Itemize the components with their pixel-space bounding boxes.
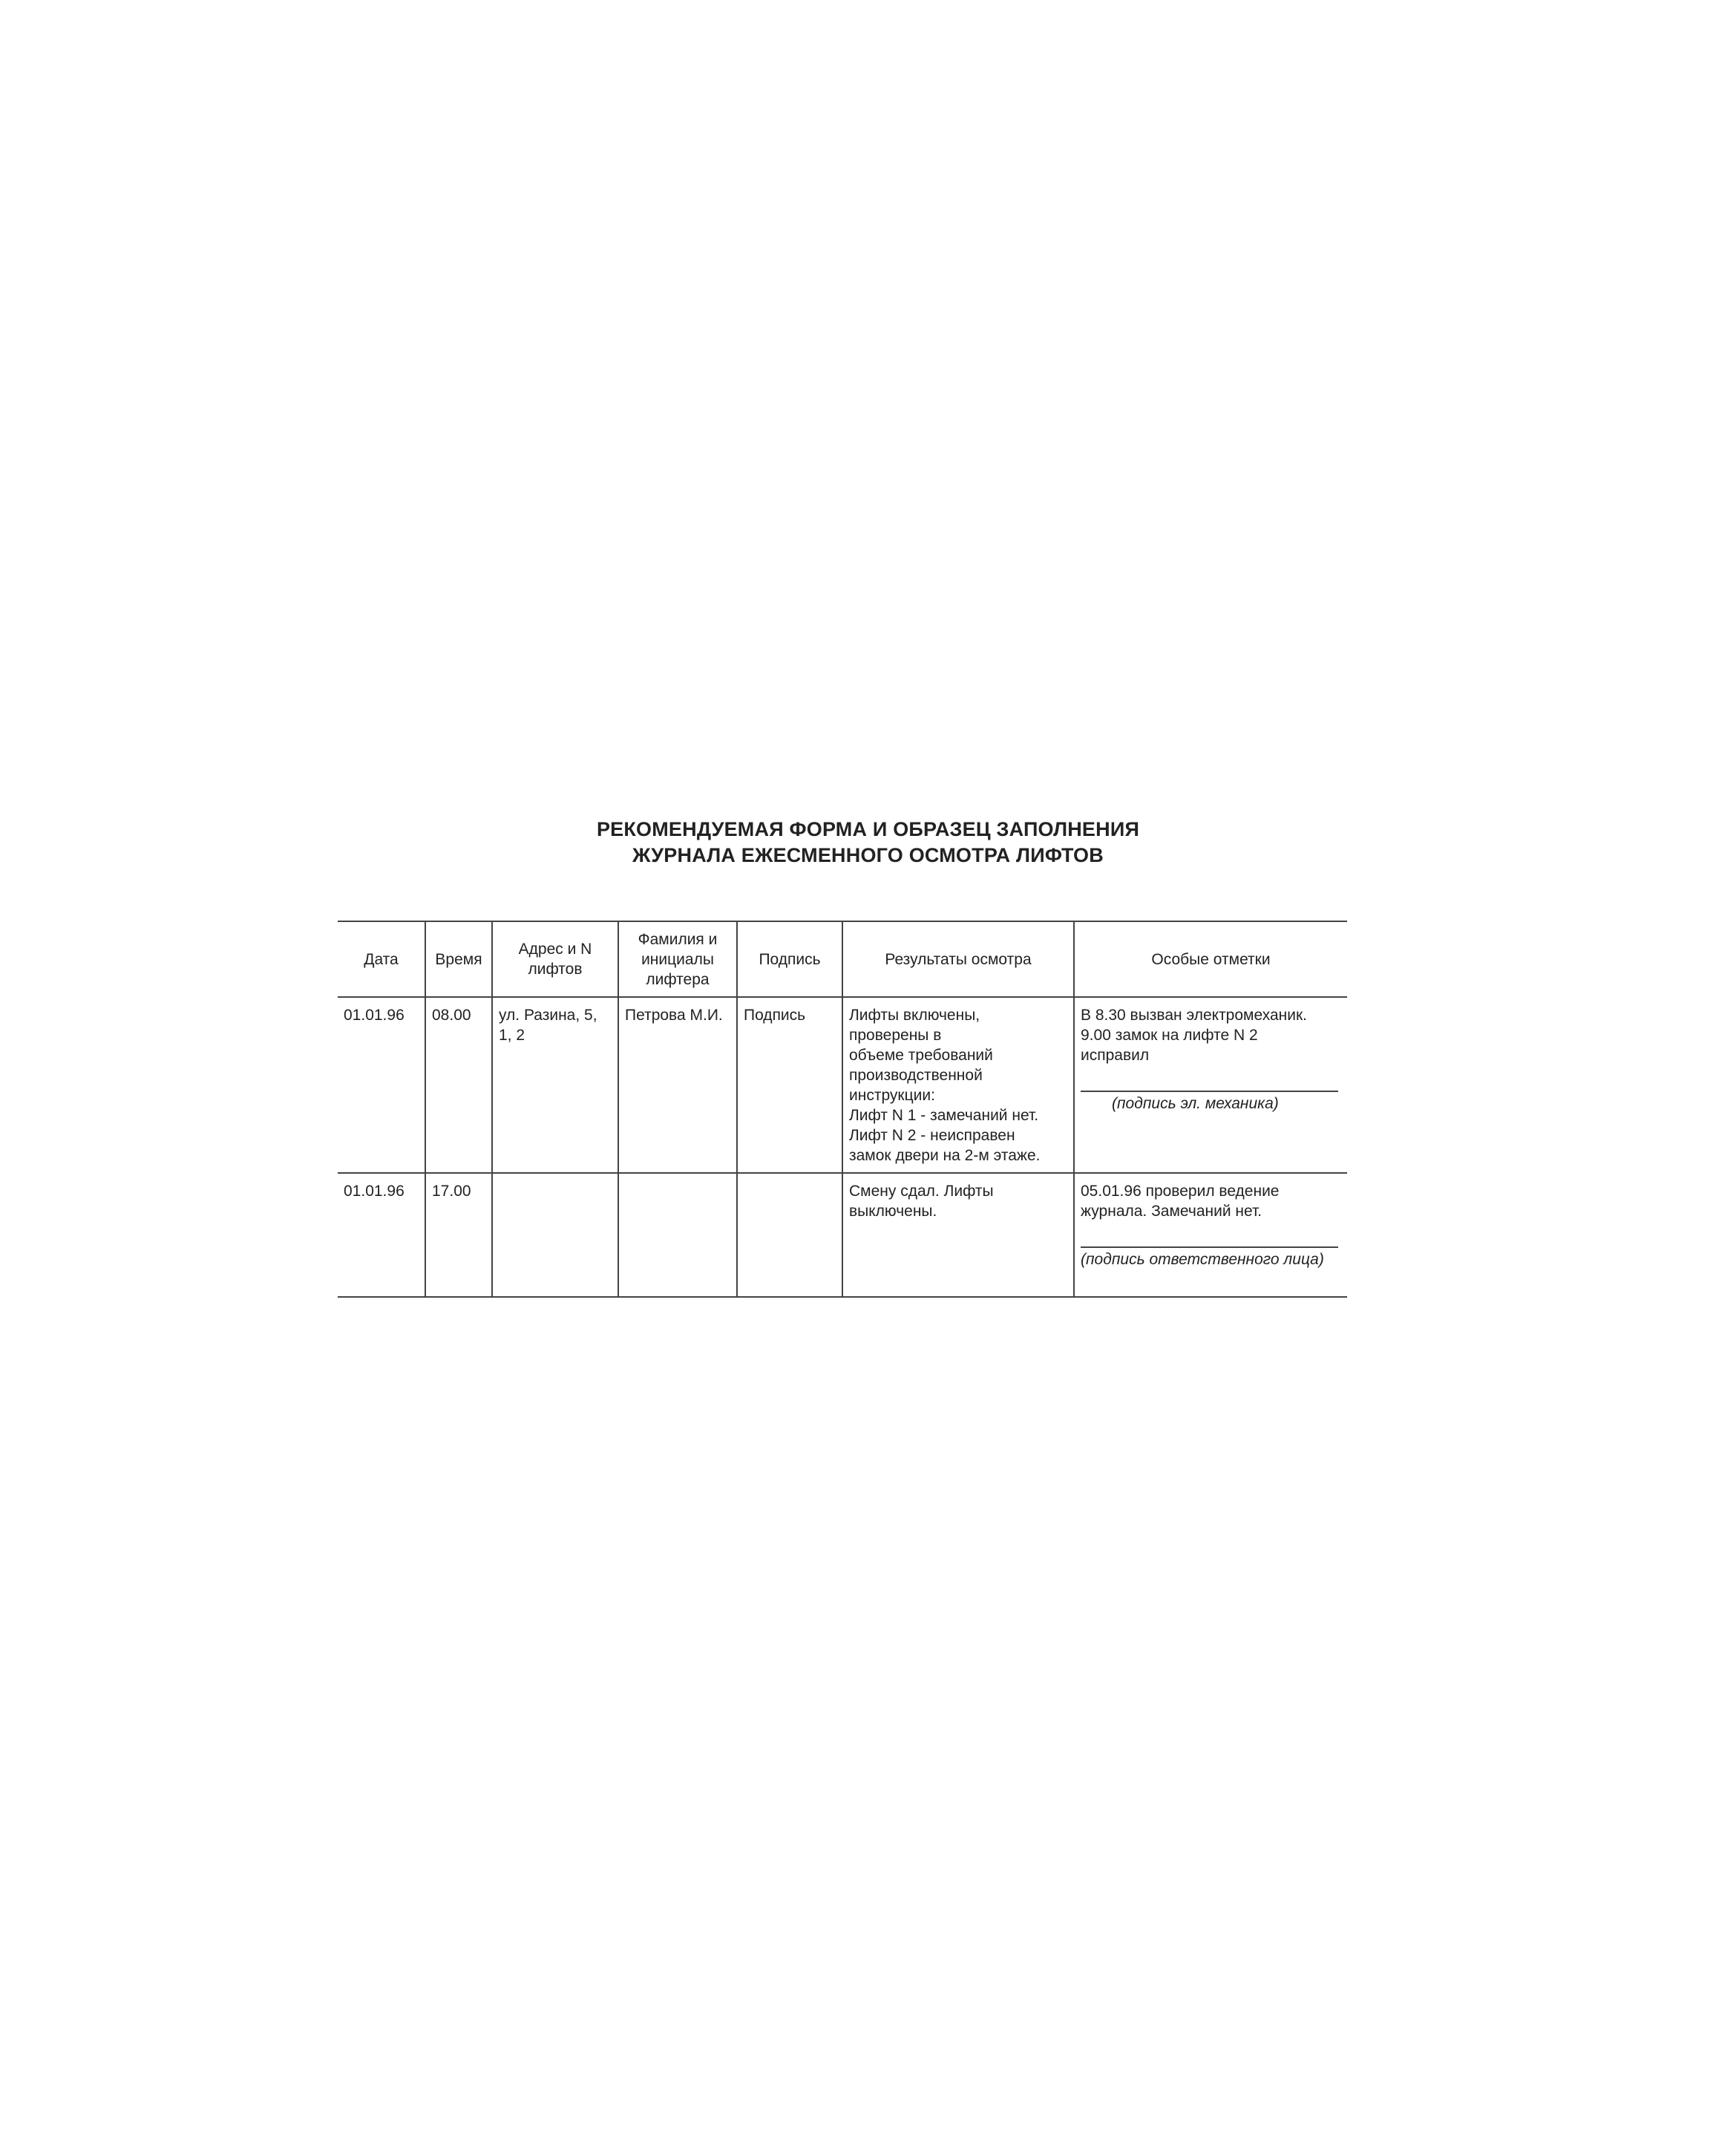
column-header-notes: Особые отметки: [1074, 921, 1347, 997]
table-row: [338, 997, 1347, 1173]
column-header-date: Дата: [338, 921, 425, 997]
signature-line: [1081, 1246, 1338, 1248]
cell-date: 01.01.96: [338, 997, 425, 1173]
notes-text: 05.01.96 проверил ведение журнала. Замечаний нет.: [1081, 1183, 1280, 1220]
document-title: [0, 817, 1736, 869]
cell-operator-name: Петрова М.И.: [618, 997, 737, 1173]
inspection-journal-table: [338, 921, 1347, 1298]
signature-caption: (подпись ответственного лица): [1081, 1251, 1324, 1268]
table-header-row: [338, 921, 1347, 997]
column-header-address: Адрес и N лифтов: [492, 921, 618, 997]
column-header-results: Результаты осмотра: [842, 921, 1074, 997]
cell-results: Лифты включены, проверены в объеме требований производственной инструкции: Лифт N 1 - замечаний нет. Лифт N 2 - неисправен замок двери на 2-м этаже.: [842, 997, 1074, 1173]
column-header-operator-name: Фамилия и инициалы лифтера: [618, 921, 737, 997]
cell-notes: [1074, 997, 1347, 1173]
cell-signature: Подпись: [737, 997, 842, 1173]
title-line-2: ЖУРНАЛА ЕЖЕСМЕННОГО ОСМОТРА ЛИФТОВ: [632, 844, 1104, 866]
signature-caption: (подпись эл. механика): [1112, 1095, 1279, 1112]
cell-address: ул. Разина, 5, 1, 2: [492, 997, 618, 1173]
cell-results: Смену сдал. Лифты выключены.: [842, 1173, 1074, 1297]
cell-date: 01.01.96: [338, 1173, 425, 1297]
cell-notes: [1074, 1173, 1347, 1297]
table-row: [338, 1173, 1347, 1297]
cell-signature: [737, 1173, 842, 1297]
notes-text: В 8.30 вызван электромеханик. 9.00 замок на лифте N 2 исправил: [1081, 1007, 1307, 1064]
cell-operator-name: [618, 1173, 737, 1297]
cell-time: 08.00: [425, 997, 492, 1173]
cell-time: 17.00: [425, 1173, 492, 1297]
title-line-1: РЕКОМЕНДУЕМАЯ ФОРМА И ОБРАЗЕЦ ЗАПОЛНЕНИЯ: [596, 818, 1140, 840]
signature-line: [1081, 1091, 1338, 1092]
cell-address: [492, 1173, 618, 1297]
column-header-time: Время: [425, 921, 492, 997]
column-header-signature: Подпись: [737, 921, 842, 997]
